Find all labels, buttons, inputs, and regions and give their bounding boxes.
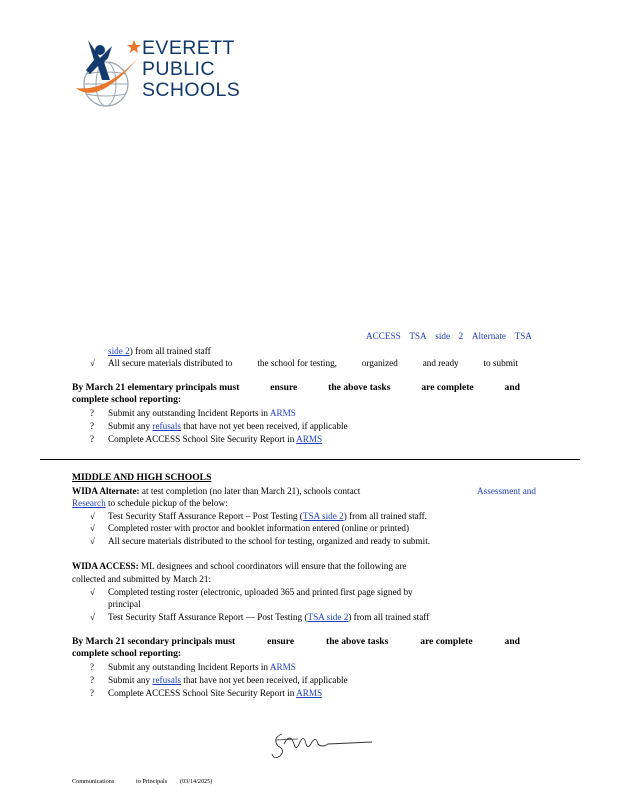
footer-left: Communications bbox=[72, 778, 115, 785]
section-heading: MIDDLE AND HIGH SCHOOLS bbox=[72, 472, 212, 483]
elementary-access-line: ACCESS TSA side 2 Alternate TSA bbox=[366, 331, 532, 341]
signature bbox=[268, 726, 378, 762]
secondary-deadline-subheading: complete school reporting: bbox=[72, 648, 182, 659]
tsa-side-2-link[interactable]: side 2 bbox=[108, 346, 130, 356]
district-name: EVERETT PUBLIC SCHOOLS bbox=[142, 37, 241, 101]
refusals-link[interactable]: refusals bbox=[152, 421, 181, 431]
check-icon: √ bbox=[90, 523, 95, 533]
elementary-deadline-heading: By March 21 elementary principals must ensure the above tasks are complete and bbox=[72, 382, 520, 393]
tsa-side-2-link[interactable]: TSA side 2 bbox=[302, 511, 344, 521]
check-icon: √ bbox=[90, 358, 95, 368]
footer-mid: to Principals bbox=[136, 778, 168, 785]
check-icon: √ bbox=[90, 536, 95, 546]
list-item: Submit any outstanding Incident Reports in ARMS bbox=[108, 408, 296, 418]
globe-runner-icon bbox=[72, 36, 142, 112]
list-item: All secure materials distributed to the school for testing, organized and ready to submit. bbox=[108, 536, 431, 546]
arms-link[interactable]: ARMS bbox=[269, 662, 296, 672]
bullet-icon: ? bbox=[90, 434, 94, 444]
wida-alternate-line: WIDA Alternate: at test completion (no later than March 21), schools contact Assessment and bbox=[72, 486, 536, 496]
section-divider bbox=[40, 459, 580, 460]
wida-access-line-2: collected and submitted by March 21: bbox=[72, 574, 212, 584]
signature-icon bbox=[268, 726, 378, 762]
elementary-secure-materials-line: All secure materials distributed to the school for testing, organized and ready to submit bbox=[108, 358, 518, 368]
list-item: Complete ACCESS School Site Security Report in ARMS bbox=[108, 434, 323, 444]
secondary-deadline-heading: By March 21 secondary principals must ensure the above tasks are complete and bbox=[72, 636, 520, 647]
list-item: principal bbox=[108, 599, 141, 609]
check-icon: √ bbox=[90, 587, 95, 597]
refusals-link[interactable]: refusals bbox=[152, 675, 181, 685]
district-logo bbox=[72, 36, 262, 112]
list-item: Completed testing roster (electronic, uploaded 365 and printed first page signed by bbox=[108, 587, 413, 597]
arms-link[interactable]: ARMS bbox=[296, 434, 323, 444]
list-item: Complete ACCESS School Site Security Report in ARMS bbox=[108, 688, 323, 698]
bullet-icon: ? bbox=[90, 688, 94, 698]
list-item: Completed roster with proctor and booklet information entered (online or printed) bbox=[108, 523, 410, 533]
arms-link[interactable]: ARMS bbox=[269, 408, 296, 418]
elementary-deadline-subheading: complete school reporting: bbox=[72, 394, 182, 405]
list-item: Submit any refusals that have not yet been received, if applicable bbox=[108, 421, 348, 431]
research-link[interactable]: Research bbox=[72, 498, 106, 508]
wida-alternate-line-2: Research to schedule pickup of the below: bbox=[72, 498, 228, 508]
wida-access-line: WIDA ACCESS: ML designees and school coordinators will ensure that the following are bbox=[72, 561, 407, 571]
elementary-tsa-line: side 2) from all trained staff bbox=[108, 346, 211, 356]
check-icon: √ bbox=[90, 511, 95, 521]
tsa-side-2-link[interactable]: TSA side 2 bbox=[307, 612, 349, 622]
bullet-icon: ? bbox=[90, 408, 94, 418]
bullet-icon: ? bbox=[90, 421, 94, 431]
list-item: Submit any outstanding Incident Reports in ARMS bbox=[108, 662, 296, 672]
list-item: Submit any refusals that have not yet been received, if applicable bbox=[108, 675, 348, 685]
check-icon: √ bbox=[90, 612, 95, 622]
arms-link[interactable]: ARMS bbox=[296, 688, 323, 698]
list-item: Test Security Staff Assurance Report — Post Testing (TSA side 2) from all trained staff bbox=[108, 612, 430, 622]
footer-date: (03/14/2025) bbox=[180, 778, 213, 785]
bullet-icon: ? bbox=[90, 675, 94, 685]
list-item: Test Security Staff Assurance Report – Post Testing (TSA side 2) from all trained staff. bbox=[108, 511, 427, 521]
bullet-icon: ? bbox=[90, 662, 94, 672]
assessment-research-link[interactable]: Assessment and bbox=[477, 486, 536, 496]
